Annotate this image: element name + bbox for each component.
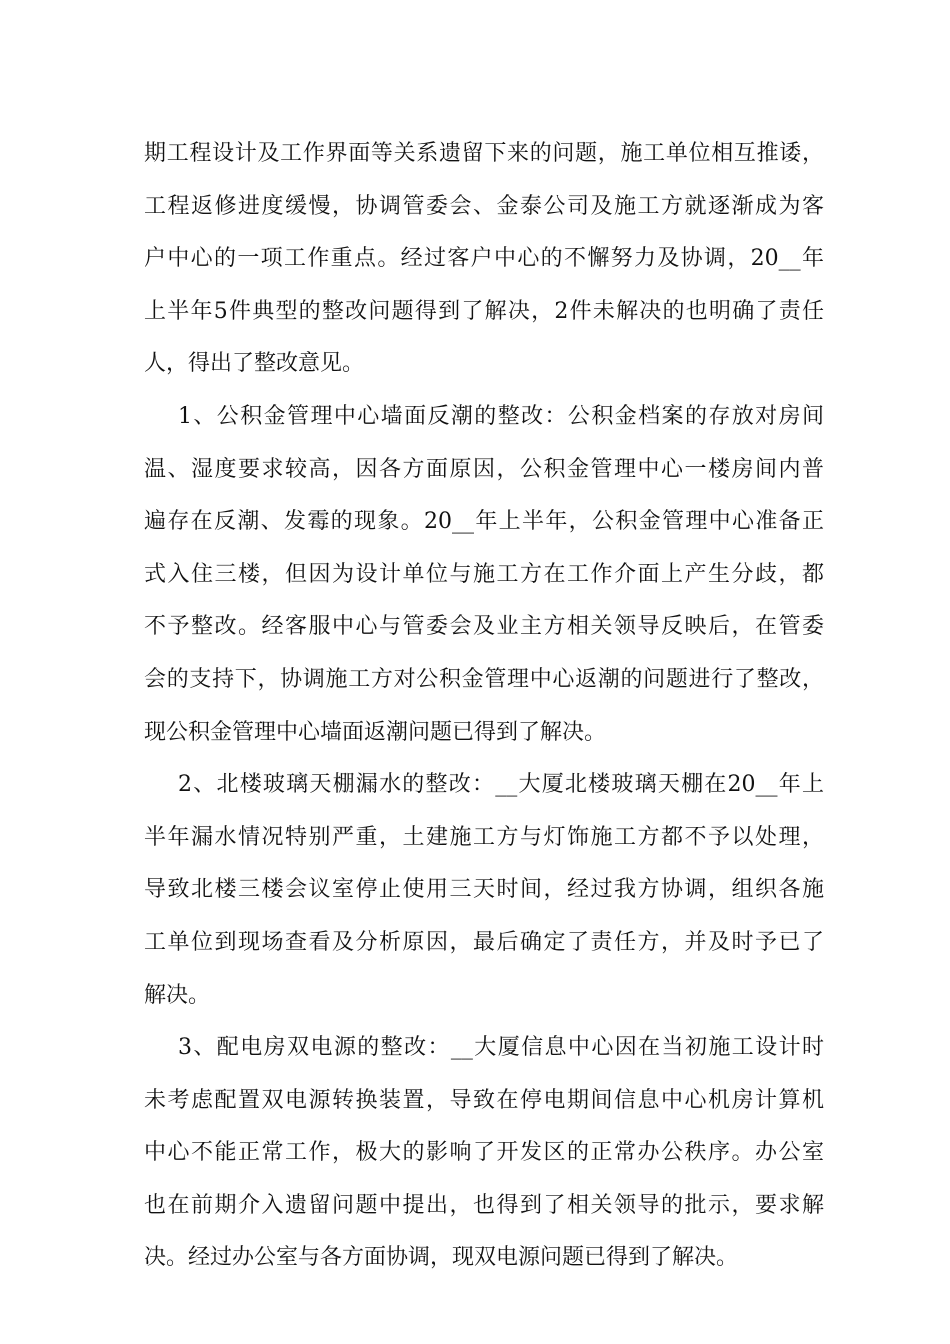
text-line: 中心不能正常工作，极大的影响了开发区的正常办公秩序。办公室 [144, 1140, 824, 1166]
text-line: 工程返修进度缓慢，协调管委会、金泰公司及施工方就逐渐成为客 [144, 193, 824, 219]
text-line: 不予整改。经客服中心与管委会及业主方相关领导反映后，在管委 [144, 614, 824, 640]
text-line: 半年漏水情况特别严重，土建施工方与灯饰施工方都不予以处理， [144, 824, 824, 850]
text-line: 工单位到现场查看及分析原因，最后确定了责任方，并及时予已了 [144, 929, 824, 955]
text-line: 上半年5件典型的整改问题得到了解决，2件未解决的也明确了责任 [144, 298, 824, 324]
paragraph-item-1 [144, 391, 824, 759]
text-line: 现公积金管理中心墙面返潮问题已得到了解决。 [144, 719, 607, 745]
text-line: 1、公积金管理中心墙面反潮的整改：公积金档案的存放对房间 [178, 403, 824, 429]
paragraph-item-2 [144, 759, 824, 1022]
text-line: 人，得出了整改意见。 [144, 351, 365, 377]
text-line: 温、湿度要求较高，因各方面原因，公积金管理中心一楼房间内普 [144, 456, 824, 482]
text-line: 导致北楼三楼会议室停止使用三天时间，经过我方协调，组织各施 [144, 877, 824, 903]
text-line: 决。经过办公室与各方面协调，现双电源问题已得到了解决。 [144, 1245, 739, 1271]
text-line: 2、北楼玻璃天棚漏水的整改：__大厦北楼玻璃天棚在20__年上 [178, 772, 824, 798]
text-line: 3、配电房双电源的整改：__大厦信息中心因在当初施工设计时 [178, 1035, 824, 1061]
text-line: 也在前期介入遗留问题中提出，也得到了相关领导的批示，要求解 [144, 1192, 824, 1218]
paragraph-item-3 [144, 1022, 824, 1285]
text-line: 未考虑配置双电源转换装置，导致在停电期间信息中心机房计算机 [144, 1087, 824, 1113]
paragraph-intro-continuation [144, 128, 824, 391]
text-line: 会的支持下，协调施工方对公积金管理中心返潮的问题进行了整改， [144, 666, 824, 692]
text-line: 式入住三楼，但因为设计单位与施工方在工作介面上产生分歧，都 [144, 561, 824, 587]
text-line: 户中心的一项工作重点。经过客户中心的不懈努力及协调，20__年 [144, 246, 824, 272]
body-text [144, 128, 824, 1285]
text-line: 遍存在反潮、发霉的现象。20__年上半年，公积金管理中心准备正 [144, 509, 824, 535]
text-line: 解决。 [144, 982, 211, 1008]
text-line: 期工程设计及工作界面等关系遗留下来的问题，施工单位相互推诿， [144, 141, 824, 166]
